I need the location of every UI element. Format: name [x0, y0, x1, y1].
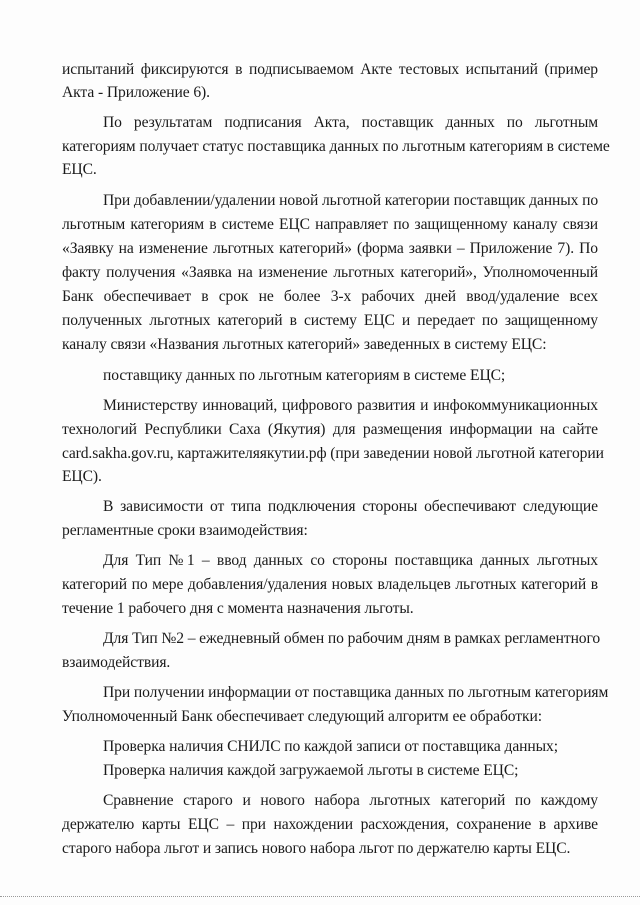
text-line: ЕЦС. — [62, 161, 97, 178]
text-line: Министерству инноваций, цифрового развития и инфокоммуникационных — [103, 397, 598, 414]
text-line: испытаний фиксируются в подписываемом Акте тестовых испытаний (пример — [62, 61, 598, 78]
text-line: ЕЦС). — [62, 468, 102, 485]
text-line: Банк обеспечивает в срок не более 3-х рабочих дней ввод/удаление всех — [62, 288, 598, 305]
text-line: Сравнение старого и нового набора льготных категорий по каждому — [103, 792, 598, 809]
text-line: поставщику данных по льготным категориям в системе ЕЦС; — [103, 367, 506, 384]
text-line: полученных льготных категорий в систему ЕЦС и передает по защищенному — [62, 312, 598, 329]
text-line: Проверка наличия СНИЛС по каждой записи от поставщика данных; — [103, 738, 558, 755]
text-line: card.sakha.gov.ru, картажителяякутии.рф (при заведении новой льготной категории — [62, 445, 604, 462]
text-line: регламентные сроки взаимодействия: — [62, 522, 308, 539]
text-line: течение 1 рабочего дня с момента назначения льготы. — [62, 600, 414, 617]
text-line: льготным категориям в системе ЕЦС направляет по защищенному каналу связи — [62, 216, 598, 233]
text-line: В зависимости от типа подключения стороны обеспечивают следующие — [103, 498, 598, 515]
text-line: По результатам подписания Акта, поставщик данных по льготным — [103, 114, 598, 131]
text-line: старого набора льгот и запись нового набора льгот по держателю карты ЕЦС. — [62, 840, 571, 857]
text-line: взаимодействия. — [62, 654, 171, 671]
text-line: Проверка наличия каждой загружаемой льготы в системе ЕЦС; — [103, 762, 519, 779]
scan-edge-divider — [0, 896, 640, 898]
text-line: категорий по мере добавления/удаления новых владельцев льготных категорий в — [62, 576, 598, 593]
text-line: Акта - Приложение 6). — [62, 84, 210, 101]
text-line: категориям получает статус поставщика данных по льготным категориям в системе — [62, 138, 610, 155]
text-line: Уполномоченный Банк обеспечивает следующий алгоритм ее обработки: — [62, 708, 542, 725]
text-line: Для Тип №2 – ежедневный обмен по рабочим дням в рамках регламентного — [103, 630, 601, 647]
text-line: Для Тип №1 – ввод данных со стороны поставщика данных льготных — [103, 552, 598, 569]
text-line: технологий Республики Саха (Якутия) для размещения информации на сайте — [62, 421, 598, 438]
text-line: При получении информации от поставщика данных по льготным категориям — [103, 684, 609, 701]
text-line: факту получения «Заявка на изменение льготных категорий», Уполномоченный — [62, 264, 598, 281]
text-line: держателю карты ЕЦС – при нахождении расхождения, сохранение в архиве — [62, 816, 598, 833]
text-line: «Заявку на изменение льготных категорий» (форма заявки – Приложение 7). По — [62, 240, 598, 257]
text-line: каналу связи «Названия льготных категорий» заведенных в систему ЕЦС: — [62, 336, 547, 353]
text-line: При добавлении/удалении новой льготной категории поставщик данных по — [103, 192, 599, 209]
